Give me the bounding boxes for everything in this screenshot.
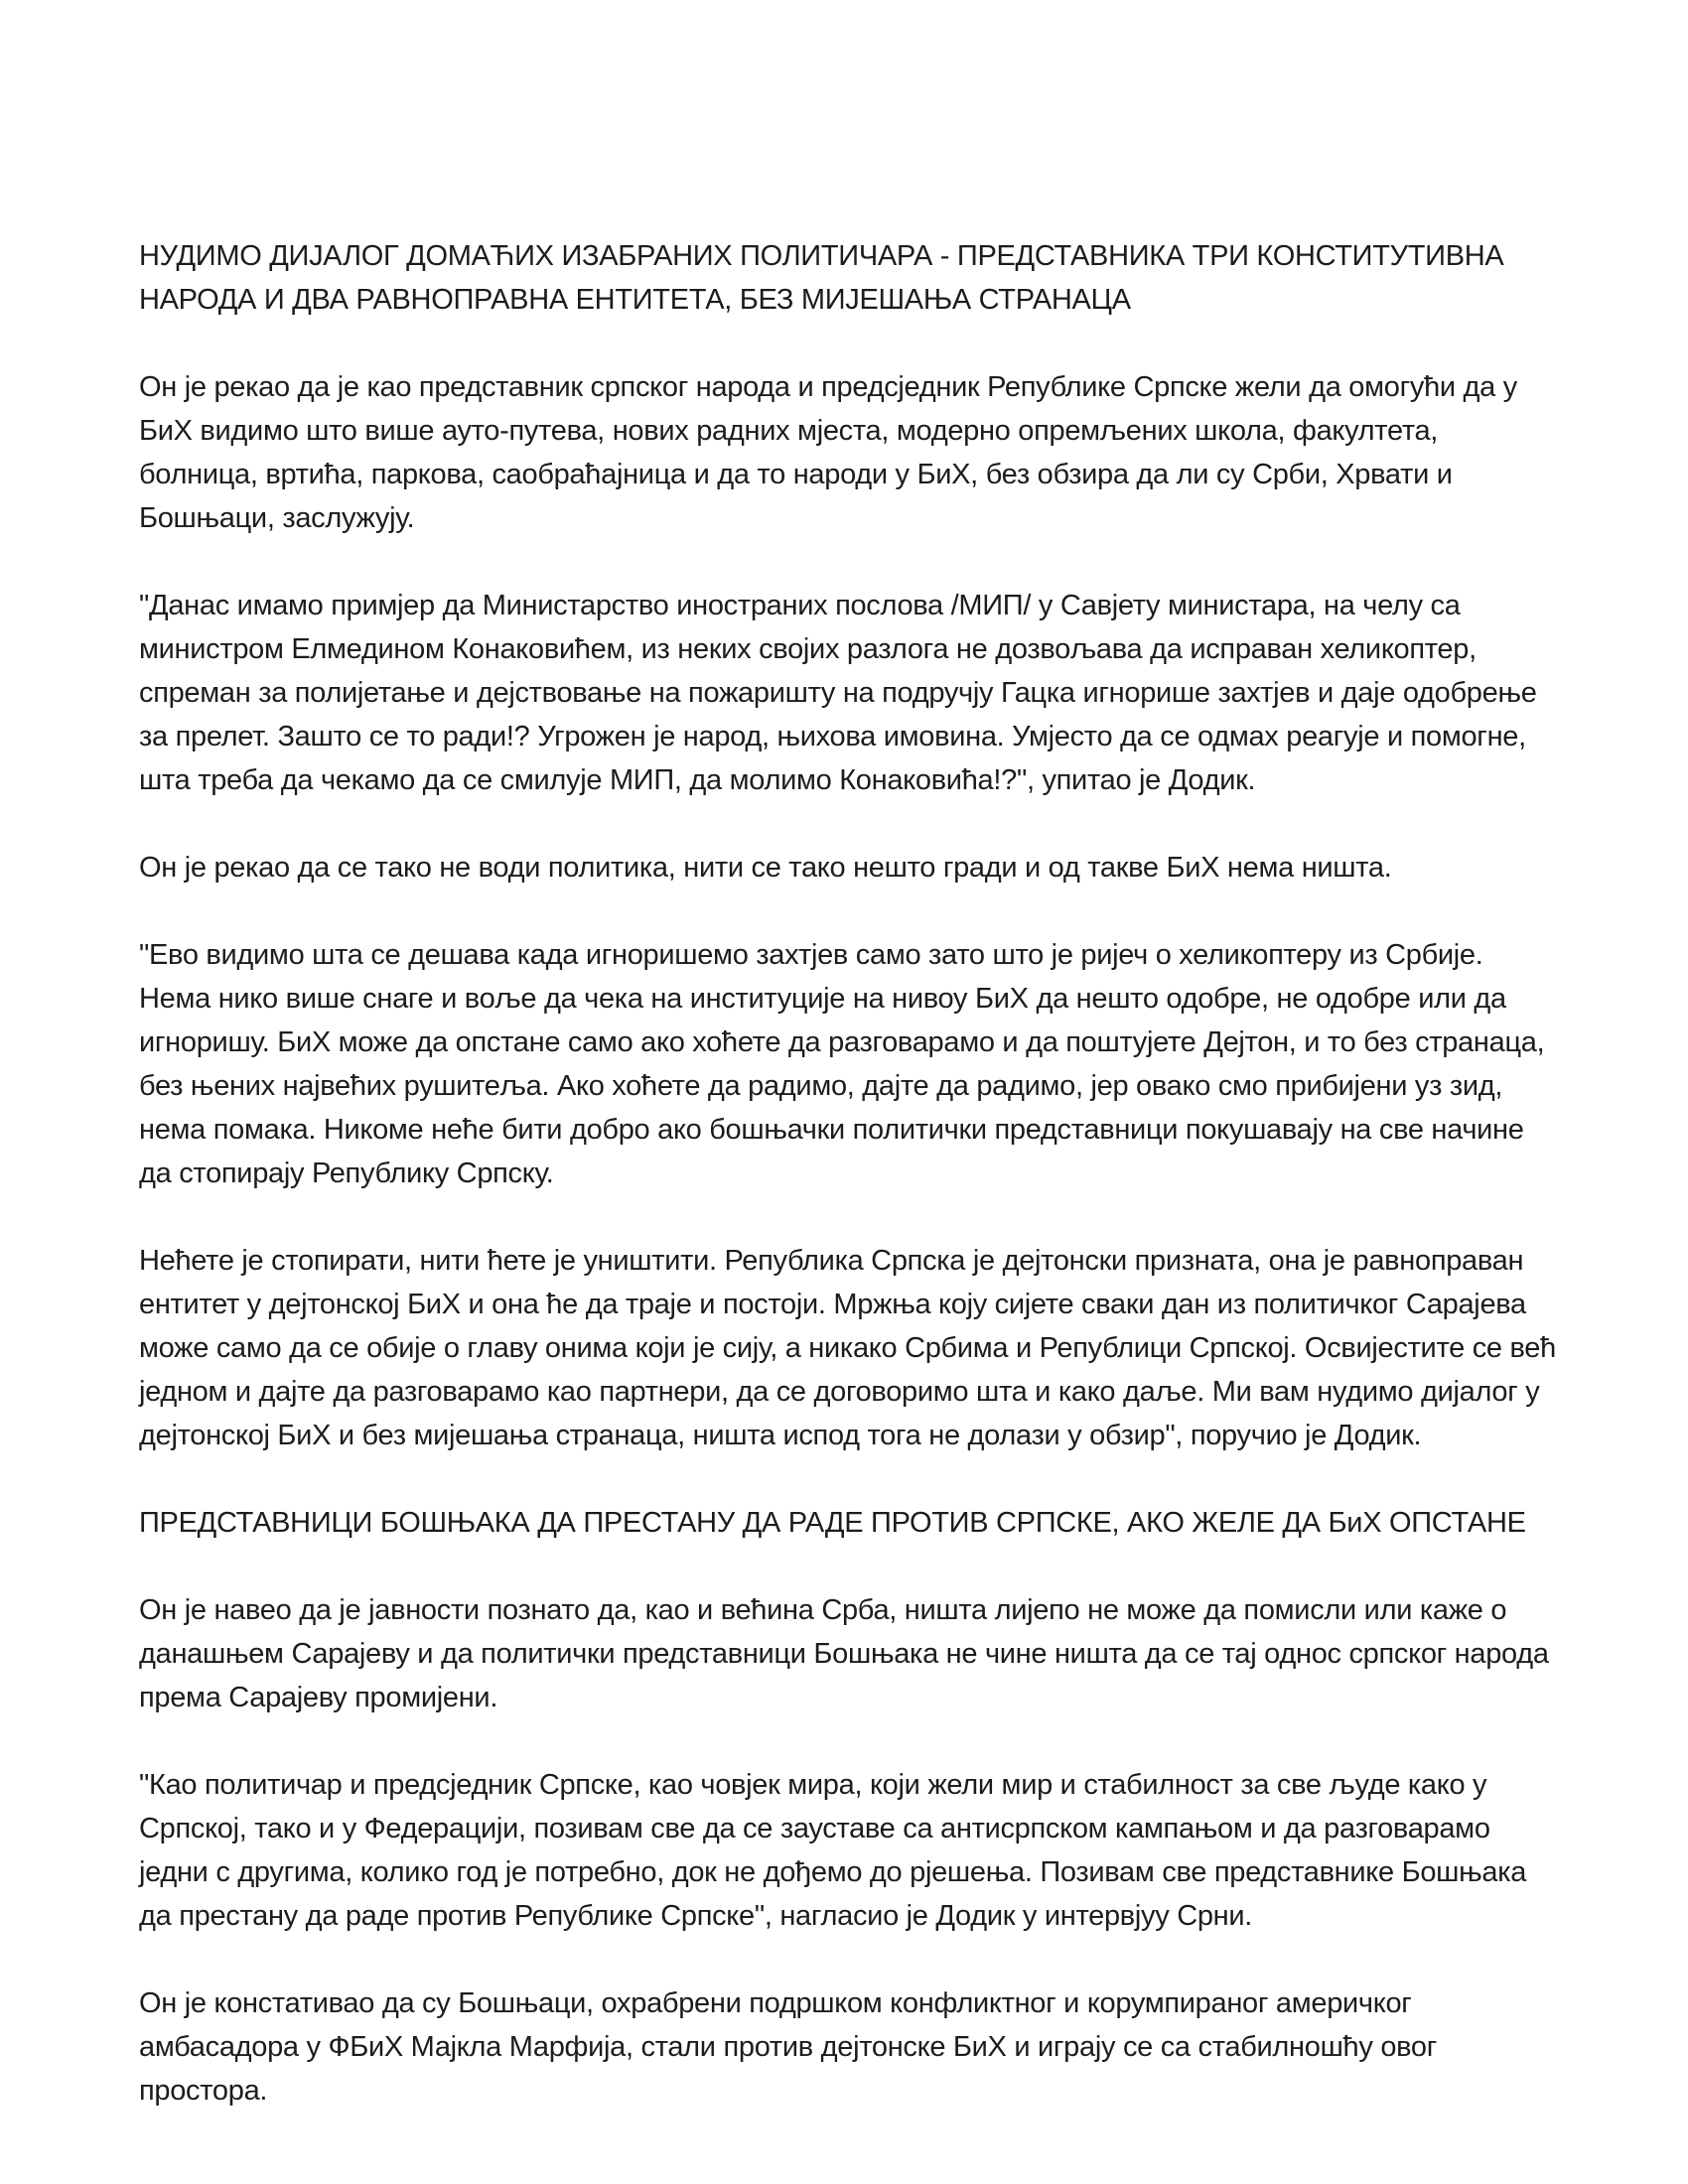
document-body bbox=[139, 234, 1557, 2113]
paragraph-dayton-recognized-quote: Нећете је стопирати, нити ћете је уништити. Република Српска је дејтонски призната, она је равноправан ентитет у дејтонској БиХ и она ће да траје и постоји. Мржња коју сијете сваки дан из политичког Сарајева може само да се обије о главу онима који је сију, а никако Србима и Републици Српској. Освијестите се већ једном и дајте да разговарамо као партнери, да се договоримо шта и како даље. Ми вам нудимо дијалог у дејтонској БиХ и без мијешања странаца, ништа испод тога не долази у обзир", поручио је Додик. bbox=[139, 1245, 1556, 1451]
section-heading-dialogue: НУДИМО ДИЈАЛОГ ДОМАЋИХ ИЗАБРАНИХ ПОЛИТИЧАРА - ПРЕДСТАВНИКА ТРИ КОНСТИТУТИВНА НАРОДА И ДВА РАВНОПРАВНА ЕНТИТЕТА, БЕЗ МИЈЕШАЊА СТРАНАЦА bbox=[139, 240, 1504, 316]
paragraph-ambassador-remark: Он је констативао да су Бошњаци, охрабрени подршком конфликтног и корумпираног америчког амбасадора у ФБиХ Мајкла Марфија, стали против дејтонске БиХ и играју се са стабилношћу овог простора. bbox=[139, 1987, 1438, 2107]
paragraph-sarajevo-attitude: Он је навео да је јавности познато да, као и већина Срба, ништа лијепо не може да помисли или каже о данашњем Сарајеву и да политички представници Бошњака не чине ништа да се тај однос српског народа према Сарајеву промијени. bbox=[139, 1594, 1549, 1713]
paragraph-intent: Он је рекао да је као представник српског народа и предсједник Републике Српске жели да омогући да у БиХ видимо што више ауто-путева, нових радних мјеста, модерно опремљених школа, факултета, болница, вртића, паркова, саобраћајница и да то народи у БиХ, без обзира да ли су Срби, Хрвати и Бошњаци, заслужују. bbox=[139, 371, 1517, 534]
paragraph-helicopter-quote: "Данас имамо примјер да Министарство иностраних послова /МИП/ у Савјету министара, на челу са министром Елмедином Конаковићем, из неких својих разлога не дозвољава да исправан хеликоптер, спреман за полијетање и дејствовање на пожаришту на подручју Гацка игнорише захтјев и даје одобрење за прелет. Зашто се то ради!? Угрожен је народ, њихова имовина. Умјесто да се одмах реагује и помогне, шта треба да чекамо да се смилује МИП, да молимо Конаковића!?", упитао је Додик. bbox=[139, 590, 1537, 796]
paragraph-no-politics: Он је рекао да се тако не води политика, нити се тако нешто гради и од такве БиХ нема ништа. bbox=[139, 852, 1392, 884]
paragraph-peace-call-quote: "Као политичар и предсједник Српске, као човјек мира, који жели мир и стабилност за све људе како у Српској, тако и у Федерацији, позивам све да се зауставе са антисрпском кампањом и да разговарамо једни с другима, колико год је потребно, док не дођемо до рјешења. Позивам све представнике Бошњака да престану да раде против Републике Српске", нагласио је Додик у интервјуу Срни. bbox=[139, 1769, 1527, 1932]
paragraph-ignored-request-quote: "Ево видимо шта се дешава када игноришемо захтјев само зато што је ријеч о хеликоптеру из Србије. Нема нико више снаге и воље да чека на институције на нивоу БиХ да нешто одобре, не одобре или да игноришу. БиХ може да опстане само ако хоћете да разговарамо и да поштујете Дејтон, и то без странаца, без њених највећих рушитеља. Ако хоћете да радимо, дајте да радимо, јер овако смо прибијени уз зид, нема помака. Никоме неће бити добро ако бошњачки политички представници покушавају на све начине да стопирају Републику Српску. bbox=[139, 939, 1545, 1189]
section-heading-bosniak-representatives: ПРЕДСТАВНИЦИ БОШЊАКА ДА ПРЕСТАНУ ДА РАДЕ ПРОТИВ СРПСКЕ, АКО ЖЕЛЕ ДА БиХ ОПСТАНЕ bbox=[139, 1507, 1526, 1539]
